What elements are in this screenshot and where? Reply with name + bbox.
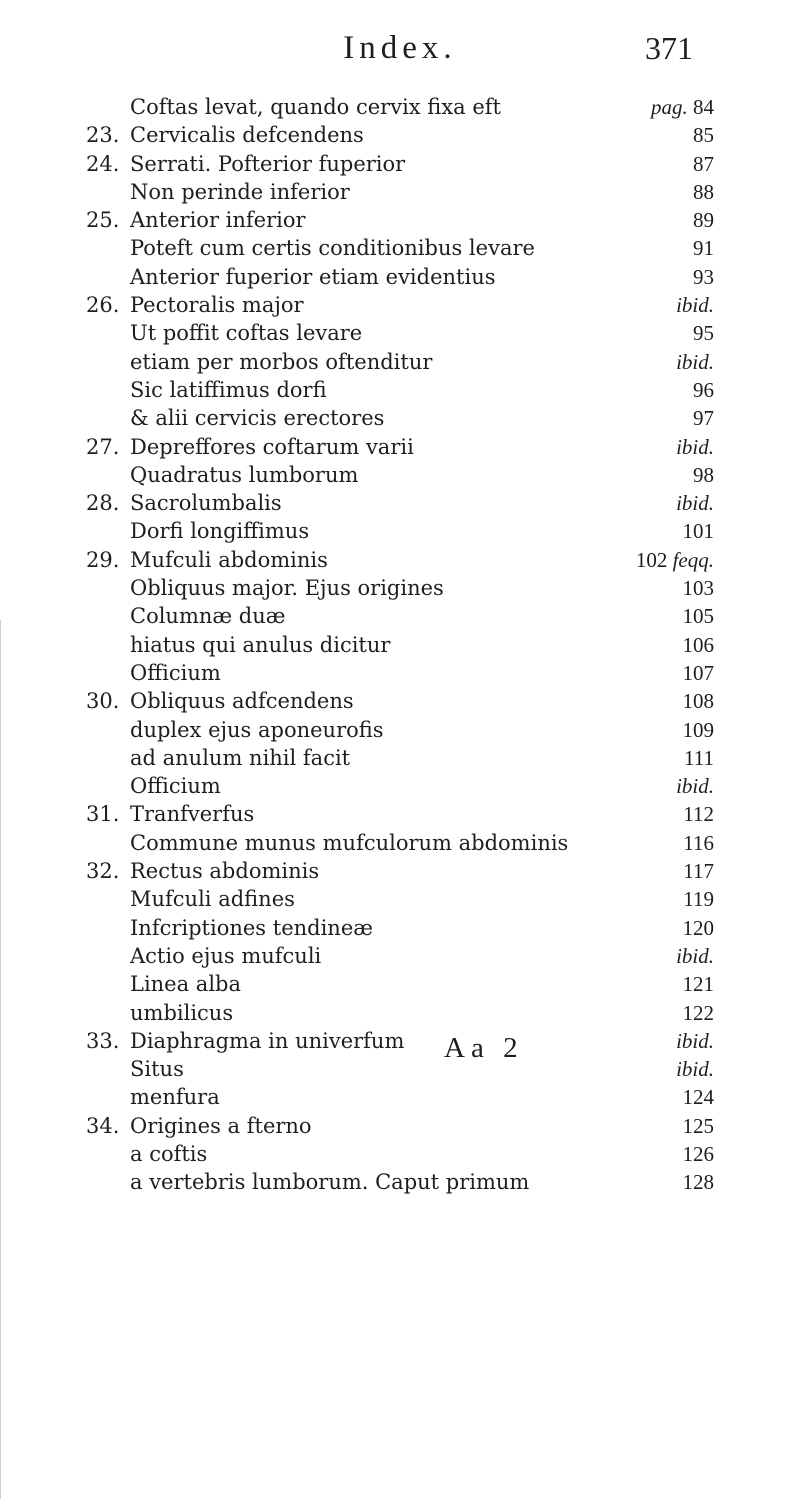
page-number: 371 [645,30,693,66]
index-entry [0,800,800,828]
index-entry [0,772,800,800]
entry-text: Obliquus major. Ejus origines [130,576,444,601]
index-entry [0,291,800,319]
entry-page: 95 [693,321,714,346]
entry-text: Coftas levat, quando cervix fixa eft [130,95,501,119]
entry-number: 24. [86,151,120,176]
index-entry [0,999,800,1027]
index-entry [0,602,800,630]
index-entry [0,574,800,602]
index-entry [0,1027,800,1055]
entry-page: 101 [682,519,714,544]
entry-number: 23. [86,123,120,148]
index-entry [0,517,800,545]
entry-text: Situs [130,1057,184,1082]
entry-text: Ut poffit coftas levare [130,321,363,346]
entry-page: 117 [683,859,714,884]
entry-text: Diaphragma in univerfum [130,1028,405,1053]
entry-page: 105 [682,604,714,629]
entry-text: Infcriptiones tendineæ [130,915,373,940]
entry-page: 87 [693,151,714,176]
entry-text: Serrati. Pofterior fuperior [130,151,406,176]
entry-page: 96 [693,377,714,402]
index-entry [0,404,800,432]
index-entry [0,376,800,404]
entry-text: Pectoralis major [130,293,304,318]
entry-number: 30. [86,689,120,714]
index-entry [0,970,800,998]
index-entry [0,121,800,149]
entry-text: Columnæ duæ [130,604,286,629]
index-entry [0,461,800,489]
entry-text: hiatus qui anulus dicitur [130,632,391,657]
entry-number: 29. [86,547,120,572]
index-entry [0,942,800,970]
entry-page: 91 [693,236,714,261]
index-entry [0,631,800,659]
entry-number: 27. [86,434,120,459]
entry-number: 33. [86,1028,120,1053]
index-entry [0,263,800,291]
index-entry [0,716,800,744]
entry-page: pag. 84 [651,95,714,119]
entry-page: ibid. [676,349,714,374]
entry-page: 88 [693,179,714,204]
entry-number: 25. [86,208,120,233]
entry-page: 85 [693,123,714,148]
entry-number: 31. [86,802,120,827]
entry-text: umbilicus [130,1000,234,1025]
index-entry [0,93,800,121]
entry-text: Sic latiffimus dorfi [130,377,327,402]
entry-page: 124 [682,1085,714,1110]
entry-number: 28. [86,491,120,516]
entry-text: Anterior inferior [130,208,306,233]
entry-number: 26. [86,293,120,318]
entry-page: 97 [693,406,714,431]
index-entry [0,659,800,687]
entry-page: ibid. [676,774,714,799]
entry-text: a vertebris lumborum. Caput primum [130,1170,530,1195]
entry-page: 103 [682,576,714,601]
entry-page: 128 [682,1170,714,1195]
index-entry [0,178,800,206]
index-entry [0,1055,800,1083]
index-entry [0,885,800,913]
entry-page: ibid. [676,491,714,516]
entry-text: duplex ejus aponeurofis [130,717,384,742]
entry-page: 126 [682,1141,714,1166]
entry-page: 116 [683,830,714,855]
index-entry [0,348,800,376]
entry-page: 102 feqq. [635,547,714,572]
entry-text: Cervicalis defcendens [130,123,364,148]
entry-text: Rectus abdominis [130,859,320,884]
entry-page: ibid. [676,293,714,318]
entry-page: 106 [682,632,714,657]
entry-page: ibid. [676,943,714,968]
entry-text: Officium [130,660,221,685]
entry-page: 111 [684,745,714,770]
entry-page: ibid. [676,1028,714,1053]
entry-page: 109 [682,717,714,742]
entry-text: & alii cervicis erectores [130,406,385,431]
entry-page: 107 [682,660,714,685]
index-entry [0,433,800,461]
entry-number: 32. [86,859,120,884]
index-entry [0,1083,800,1111]
index-entry [0,1168,800,1196]
entry-page: 108 [682,689,714,714]
entry-page: 125 [682,1113,714,1138]
index-entry [0,829,800,857]
index-entry [0,150,800,178]
entry-page: 98 [693,462,714,487]
entry-text: Depreffores coftarum varii [130,434,414,459]
entry-page: ibid. [676,434,714,459]
entry-text: Commune munus mufculorum abdominis [130,830,569,855]
index-entry [0,319,800,347]
entry-text: Actio ejus mufculi [130,943,322,968]
entry-text: Dorfi longiffimus [130,519,310,544]
entry-text: Anterior fuperior etiam evidentius [130,264,496,289]
index-entry [0,489,800,517]
entry-text: Mufculi abdominis [130,547,328,572]
entry-page: 120 [682,915,714,940]
entry-page: 122 [682,1000,714,1025]
index-entry [0,206,800,234]
entry-text: Tranfverfus [130,802,255,827]
index-entry [0,1140,800,1168]
signature-mark: Aa 2 [444,1032,524,1064]
entry-text: Non perinde inferior [130,179,350,204]
index-heading: Index. [343,30,457,66]
entry-page: 93 [693,264,714,289]
entry-page: 112 [683,802,714,827]
index-entry [0,687,800,715]
entry-text: Linea alba [130,972,242,997]
page-header [0,30,800,74]
entry-text: etiam per morbos oftenditur [130,349,433,374]
entry-page: 119 [683,887,714,912]
entry-text: Officium [130,774,221,799]
entry-text: Mufculi adfines [130,887,295,912]
index-entry [0,914,800,942]
index-entry [0,744,800,772]
entry-text: Origines a fterno [130,1113,312,1138]
entry-text: a coftis [130,1141,208,1166]
entry-page: 121 [682,972,714,997]
entry-page: 89 [693,208,714,233]
entry-text: Sacrolumbalis [130,491,282,516]
entry-text: ad anulum nihil facit [130,745,351,770]
entry-number: 34. [86,1113,120,1138]
entry-text: Poteft cum certis conditionibus levare [130,236,535,261]
index-entry [0,546,800,574]
index-entry [0,1112,800,1140]
index-list [0,93,800,1197]
index-entry [0,234,800,262]
entry-text: menfura [130,1085,220,1110]
index-entry [0,857,800,885]
entry-page: ibid. [676,1057,714,1082]
entry-text: Quadratus lumborum [130,462,359,487]
entry-text: Obliquus adfcendens [130,689,354,714]
